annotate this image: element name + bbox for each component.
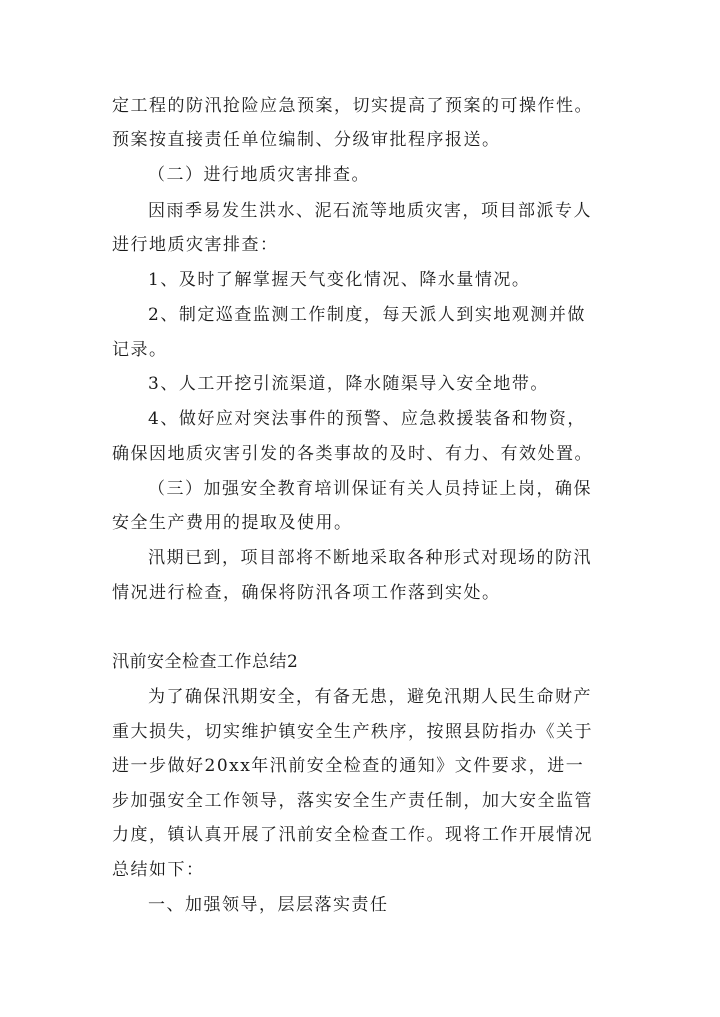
list-item: 3、人工开挖引流渠道，降水随渠导入安全地带。	[148, 374, 549, 394]
list-item: 4、做好应对突法事件的预警、应急救援装备和物资，	[148, 409, 586, 429]
paragraph-line: 为了确保汛期安全，有备无患，避免汛期人民生命财产	[148, 687, 592, 707]
article-title: 汛前安全检查工作总结2	[112, 652, 299, 672]
paragraph-line: 定工程的防汛抢险应急预案，切实提高了预案的可操作性。	[112, 96, 593, 116]
paragraph-line: 确保因地质灾害引发的各类事故的及时、有力、有效处置。	[112, 444, 593, 464]
section-heading: （二）进行地质灾害排查。	[148, 165, 370, 185]
paragraph-line: 预案按直接责任单位编制、分级审批程序报送。	[112, 130, 501, 150]
paragraph-line: 总结如下：	[112, 860, 205, 880]
paragraph-line: 记录。	[112, 340, 168, 360]
paragraph-line: 因雨季易发生洪水、泥石流等地质灾害，项目部派专人	[148, 201, 592, 221]
paragraph-line: 重大损失，切实维护镇安全生产秩序，按照县防指办《关于	[112, 722, 593, 742]
section-heading: 一、加强领导，层层落实责任	[148, 895, 389, 915]
paragraph-line: 步加强安全工作领导，落实安全生产责任制，加大安全监管	[112, 791, 593, 811]
section-heading: （三）加强安全教育培训保证有关人员持证上岗，确保	[148, 479, 592, 499]
paragraph-line: 情况进行检查，确保将防汛各项工作落到实处。	[112, 583, 501, 603]
paragraph-line: 安全生产费用的提取及使用。	[112, 513, 353, 533]
paragraph-line: 进一步做好20xx年汛前安全检查的通知》文件要求，进一	[112, 756, 585, 776]
paragraph-line: 力度，镇认真开展了汛前安全检查工作。现将工作开展情况	[112, 825, 593, 845]
paragraph-line: 汛期已到，项目部将不断地采取各种形式对现场的防汛	[148, 548, 592, 568]
list-item: 1、及时了解掌握天气变化情况、降水量情况。	[148, 270, 531, 290]
list-item: 2、制定巡查监测工作制度，每天派人到实地观测并做	[148, 305, 586, 325]
paragraph-line: 进行地质灾害排查：	[112, 235, 279, 255]
